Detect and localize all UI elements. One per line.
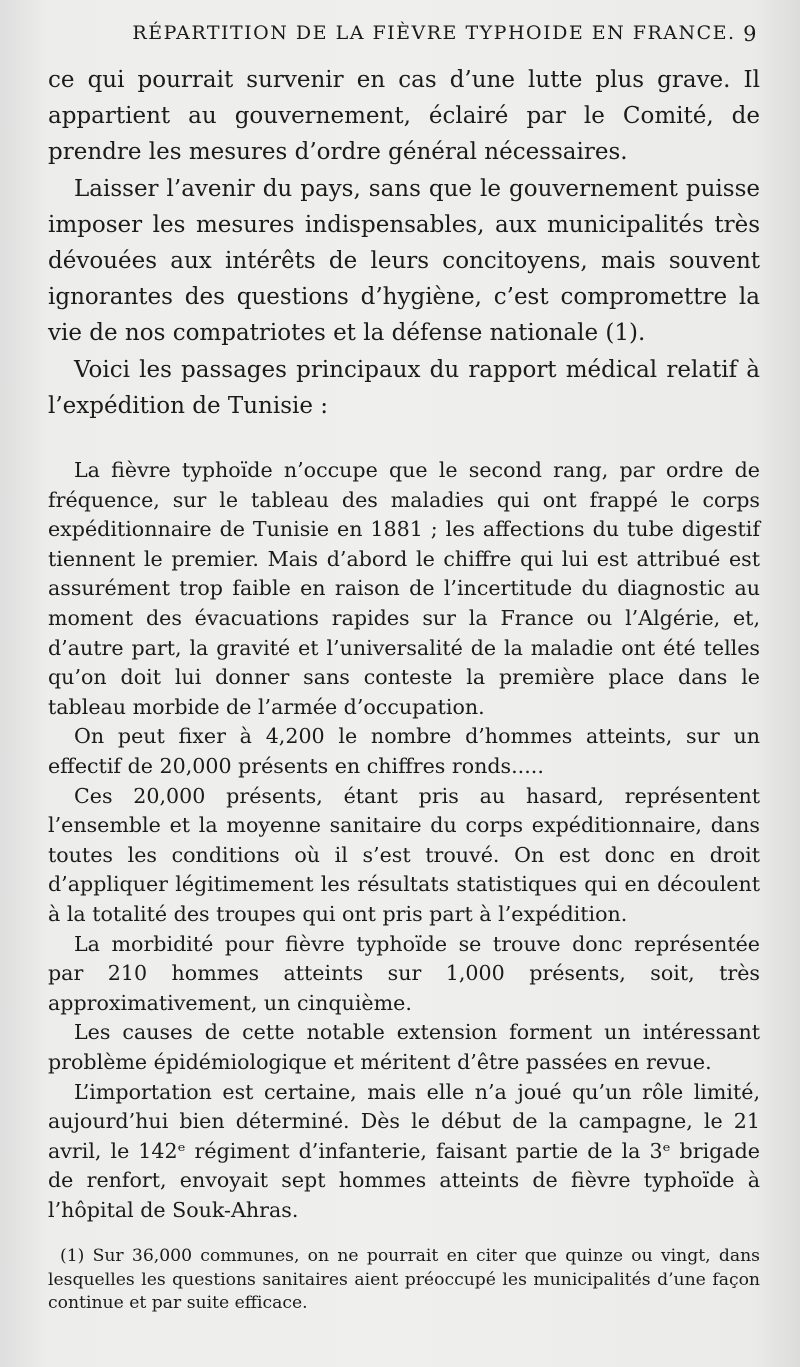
- running-title: RÉPARTITION DE LA FIÈVRE TYPHOIDE EN FRANCE.: [132, 22, 736, 44]
- main-text: [48, 62, 760, 424]
- quoted-report: [48, 456, 760, 1225]
- paragraph-continued: ce qui pourrait survenir en cas d’une lutte plus grave. Il appartient au gouvernement, éclairé par le Comité, de prendre les mesures d’ordre général nécessaires.: [48, 67, 760, 166]
- footnote-text: (1) Sur 36,000 communes, on ne pourrait en citer que quinze ou vingt, dans lesquelles les questions sanitaires aient préoccupé les municipalités d’une façon continue et par suite efficace.: [48, 1246, 760, 1314]
- quote-paragraph: On peut fixer à 4,200 le nombre d’hommes atteints, sur un effectif de 20,000 présents en chiffres ronds.....: [48, 724, 760, 778]
- running-header: [48, 22, 760, 62]
- quote-paragraph: Ces 20,000 présents, étant pris au hasard, représentent l’ensemble et la moyenne sanitaire du corps expéditionnaire, dans toutes les conditions où il s’est trouvé. On est donc en droit d’appliquer légitimement les résultats statistiques qui en découlent à la totalité des troupes qui ont pris part à l’expédition.: [48, 783, 760, 926]
- quote-paragraph: Les causes de cette notable extension forment un intéressant problème épidémiologique et méritent d’être passées en revue.: [48, 1020, 760, 1074]
- quote-paragraph: L’importation est certaine, mais elle n’a joué qu’un rôle limité, aujourd’hui bien déterminé. Dès le début de la campagne, le 21 avril, le 142ᵉ régiment d’infanterie, faisant partie de la 3ᵉ brigade de renfort, envoyait sept hommes atteints de fièvre typhoïde à l’hôpital de Souk-Ahras.: [48, 1079, 760, 1222]
- page-number: 9: [743, 22, 758, 46]
- quote-paragraph: La morbidité pour fièvre typhoïde se trouve donc représentée par 210 hommes atteints sur 1,000 présents, soit, très approximativement, un cinquième.: [48, 931, 760, 1015]
- paragraph: Laisser l’avenir du pays, sans que le gouvernement puisse imposer les mesures indispensables, aux municipalités très dévouées aux intérêts de leurs concitoyens, mais souvent ignorantes des questions d’hygiène, c’est compromettre la vie de nos compatriotes et la défense nationale (1).: [48, 175, 760, 347]
- footnote: [48, 1245, 760, 1316]
- quote-paragraph: La fièvre typhoïde n’occupe que le second rang, par ordre de fréquence, sur le tableau des maladies qui ont frappé le corps expéditionnaire de Tunisie en 1881 ; les affections du tube digestif tiennent le premier. Mais d’abord le chiffre qui lui est attribué est assurément trop faible en raison de l’incertitude du diagnostic au moment des évacuations rapides sur la France ou l’Algérie, et, d’autre part, la gravité et l’universalité de la maladie ont été telles qu’on doit lui donner sans conteste la première place dans le tableau morbide de l’armée d’occupation.: [48, 458, 760, 719]
- paragraph: Voici les passages principaux du rapport médical relatif à l’expédition de Tunisie :: [48, 356, 760, 419]
